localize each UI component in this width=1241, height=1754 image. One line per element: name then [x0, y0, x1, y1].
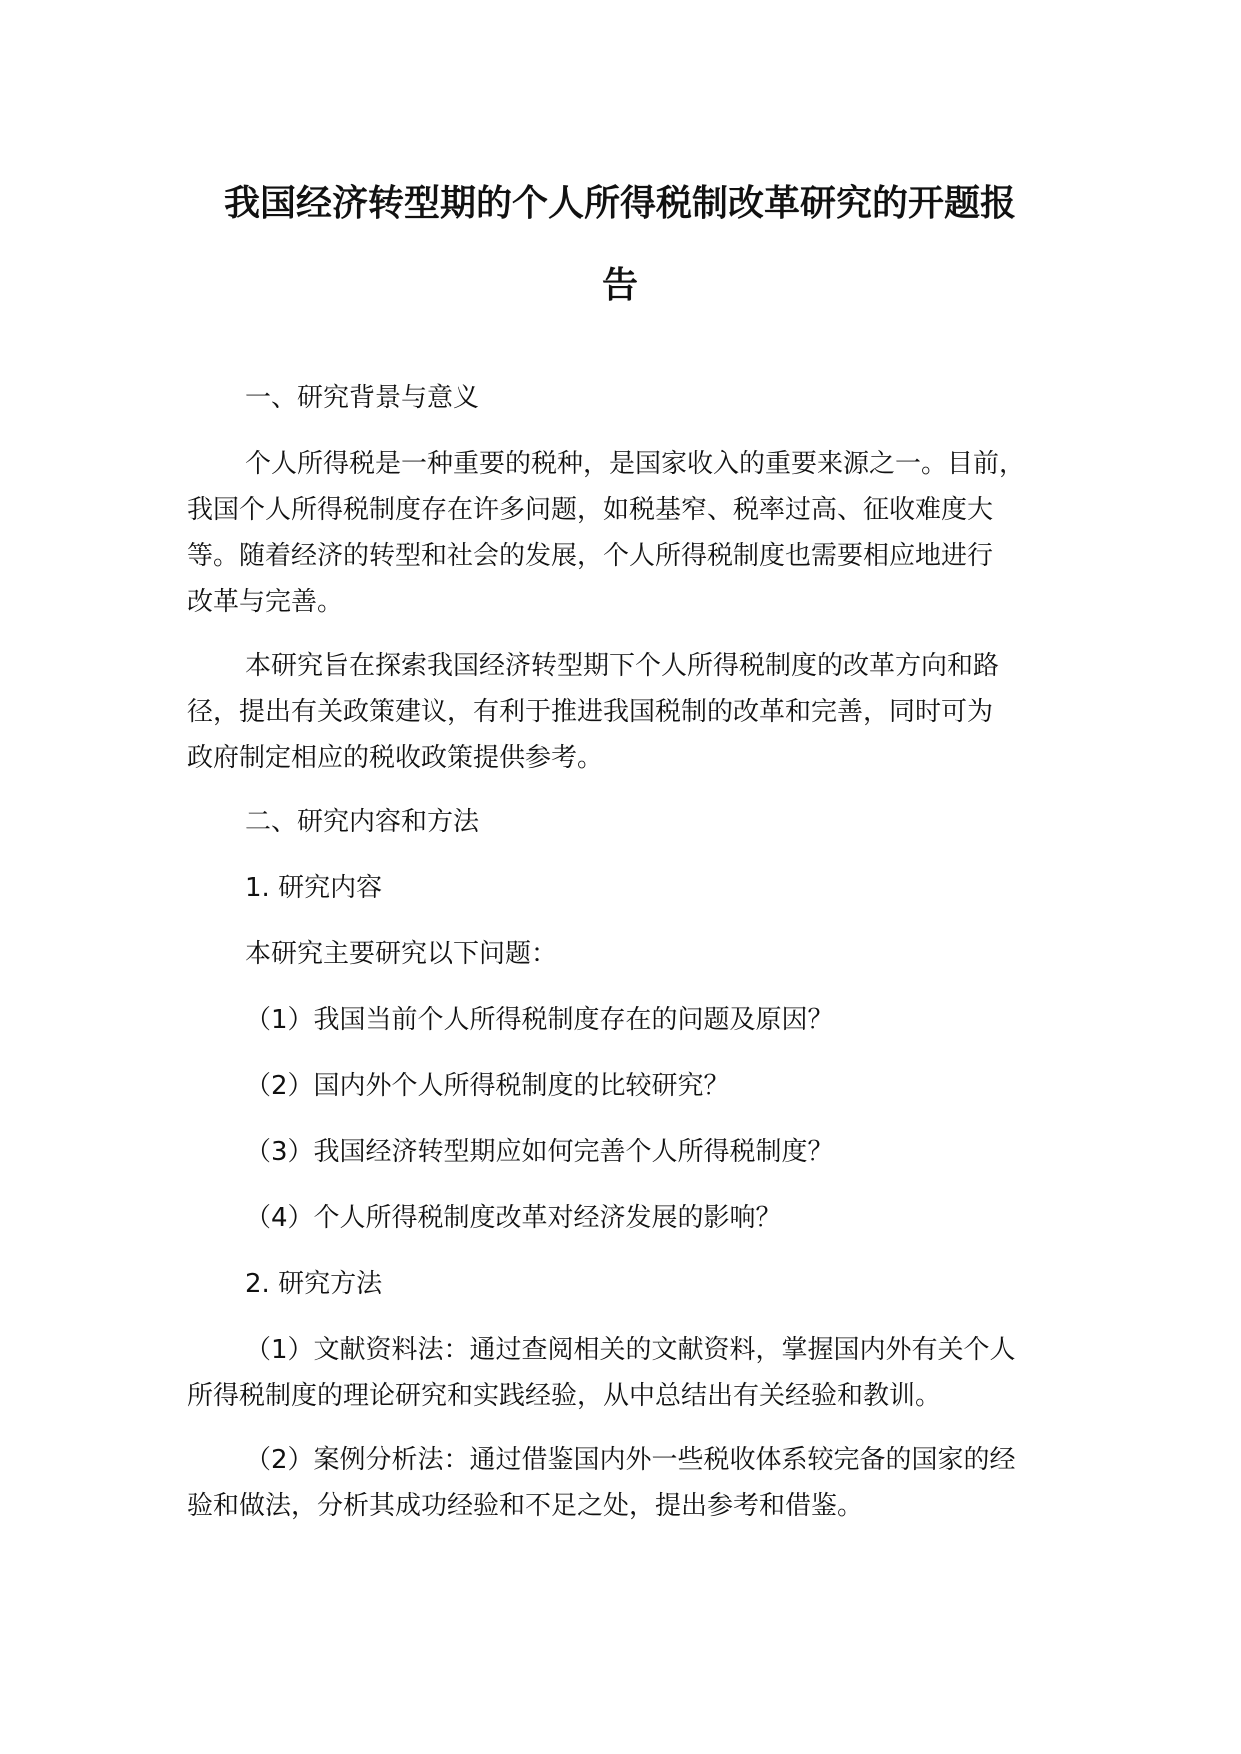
- list-item-method-1: [187, 1327, 1067, 1419]
- subheading-research-content: 1. 研究内容: [245, 873, 383, 903]
- document-title-line-1: 我国经济转型期的个人所得税制改革研究的开题报: [223, 183, 1016, 224]
- paragraph-research-intro: 本研究主要研究以下问题：: [245, 939, 558, 969]
- list-item-question-3: （3）我国经济转型期应如何完善个人所得税制度？: [245, 1137, 834, 1167]
- text-line: 政府制定相应的税收政策提供参考。: [187, 743, 604, 773]
- paragraph-background-1: [187, 441, 1067, 625]
- subheading-research-methods: 2. 研究方法: [245, 1269, 383, 1299]
- document-title-line-2: 告: [601, 265, 638, 306]
- text-line: 径，提出有关政策建议，有利于推进我国税制的改革和完善，同时可为: [187, 697, 994, 727]
- section-heading-content-methods: 二、研究内容和方法: [245, 807, 480, 837]
- list-item-question-4: （4）个人所得税制度改革对经济发展的影响？: [245, 1203, 782, 1233]
- text-line: 个人所得税是一种重要的税种，是国家收入的重要来源之一。目前，: [245, 449, 1026, 479]
- text-line: 改革与完善。: [187, 587, 344, 617]
- text-line: 本研究旨在探索我国经济转型期下个人所得税制度的改革方向和路: [245, 651, 1000, 681]
- text-line: 我国个人所得税制度存在许多问题，如税基窄、税率过高、征收难度大: [187, 495, 994, 525]
- text-line: 等。随着经济的转型和社会的发展，个人所得税制度也需要相应地进行: [187, 541, 994, 571]
- list-item-question-1: （1）我国当前个人所得税制度存在的问题及原因？: [245, 1005, 834, 1035]
- document-body: [187, 375, 1067, 1529]
- list-item-question-2: （2）国内外个人所得税制度的比较研究？: [245, 1071, 730, 1101]
- section-heading-background: 一、研究背景与意义: [245, 383, 480, 413]
- paragraph-background-2: [187, 643, 1067, 781]
- text-line: 所得税制度的理论研究和实践经验，从中总结出有关经验和教训。: [187, 1381, 942, 1411]
- text-line: （2）案例分析法：通过借鉴国内外一些税收体系较完备的国家的经: [245, 1445, 1016, 1475]
- text-line: （1）文献资料法：通过查阅相关的文献资料，掌握国内外有关个人: [245, 1335, 1016, 1365]
- list-item-method-2: [187, 1437, 1067, 1529]
- text-line: 验和做法，分析其成功经验和不足之处，提出参考和借鉴。: [187, 1491, 864, 1521]
